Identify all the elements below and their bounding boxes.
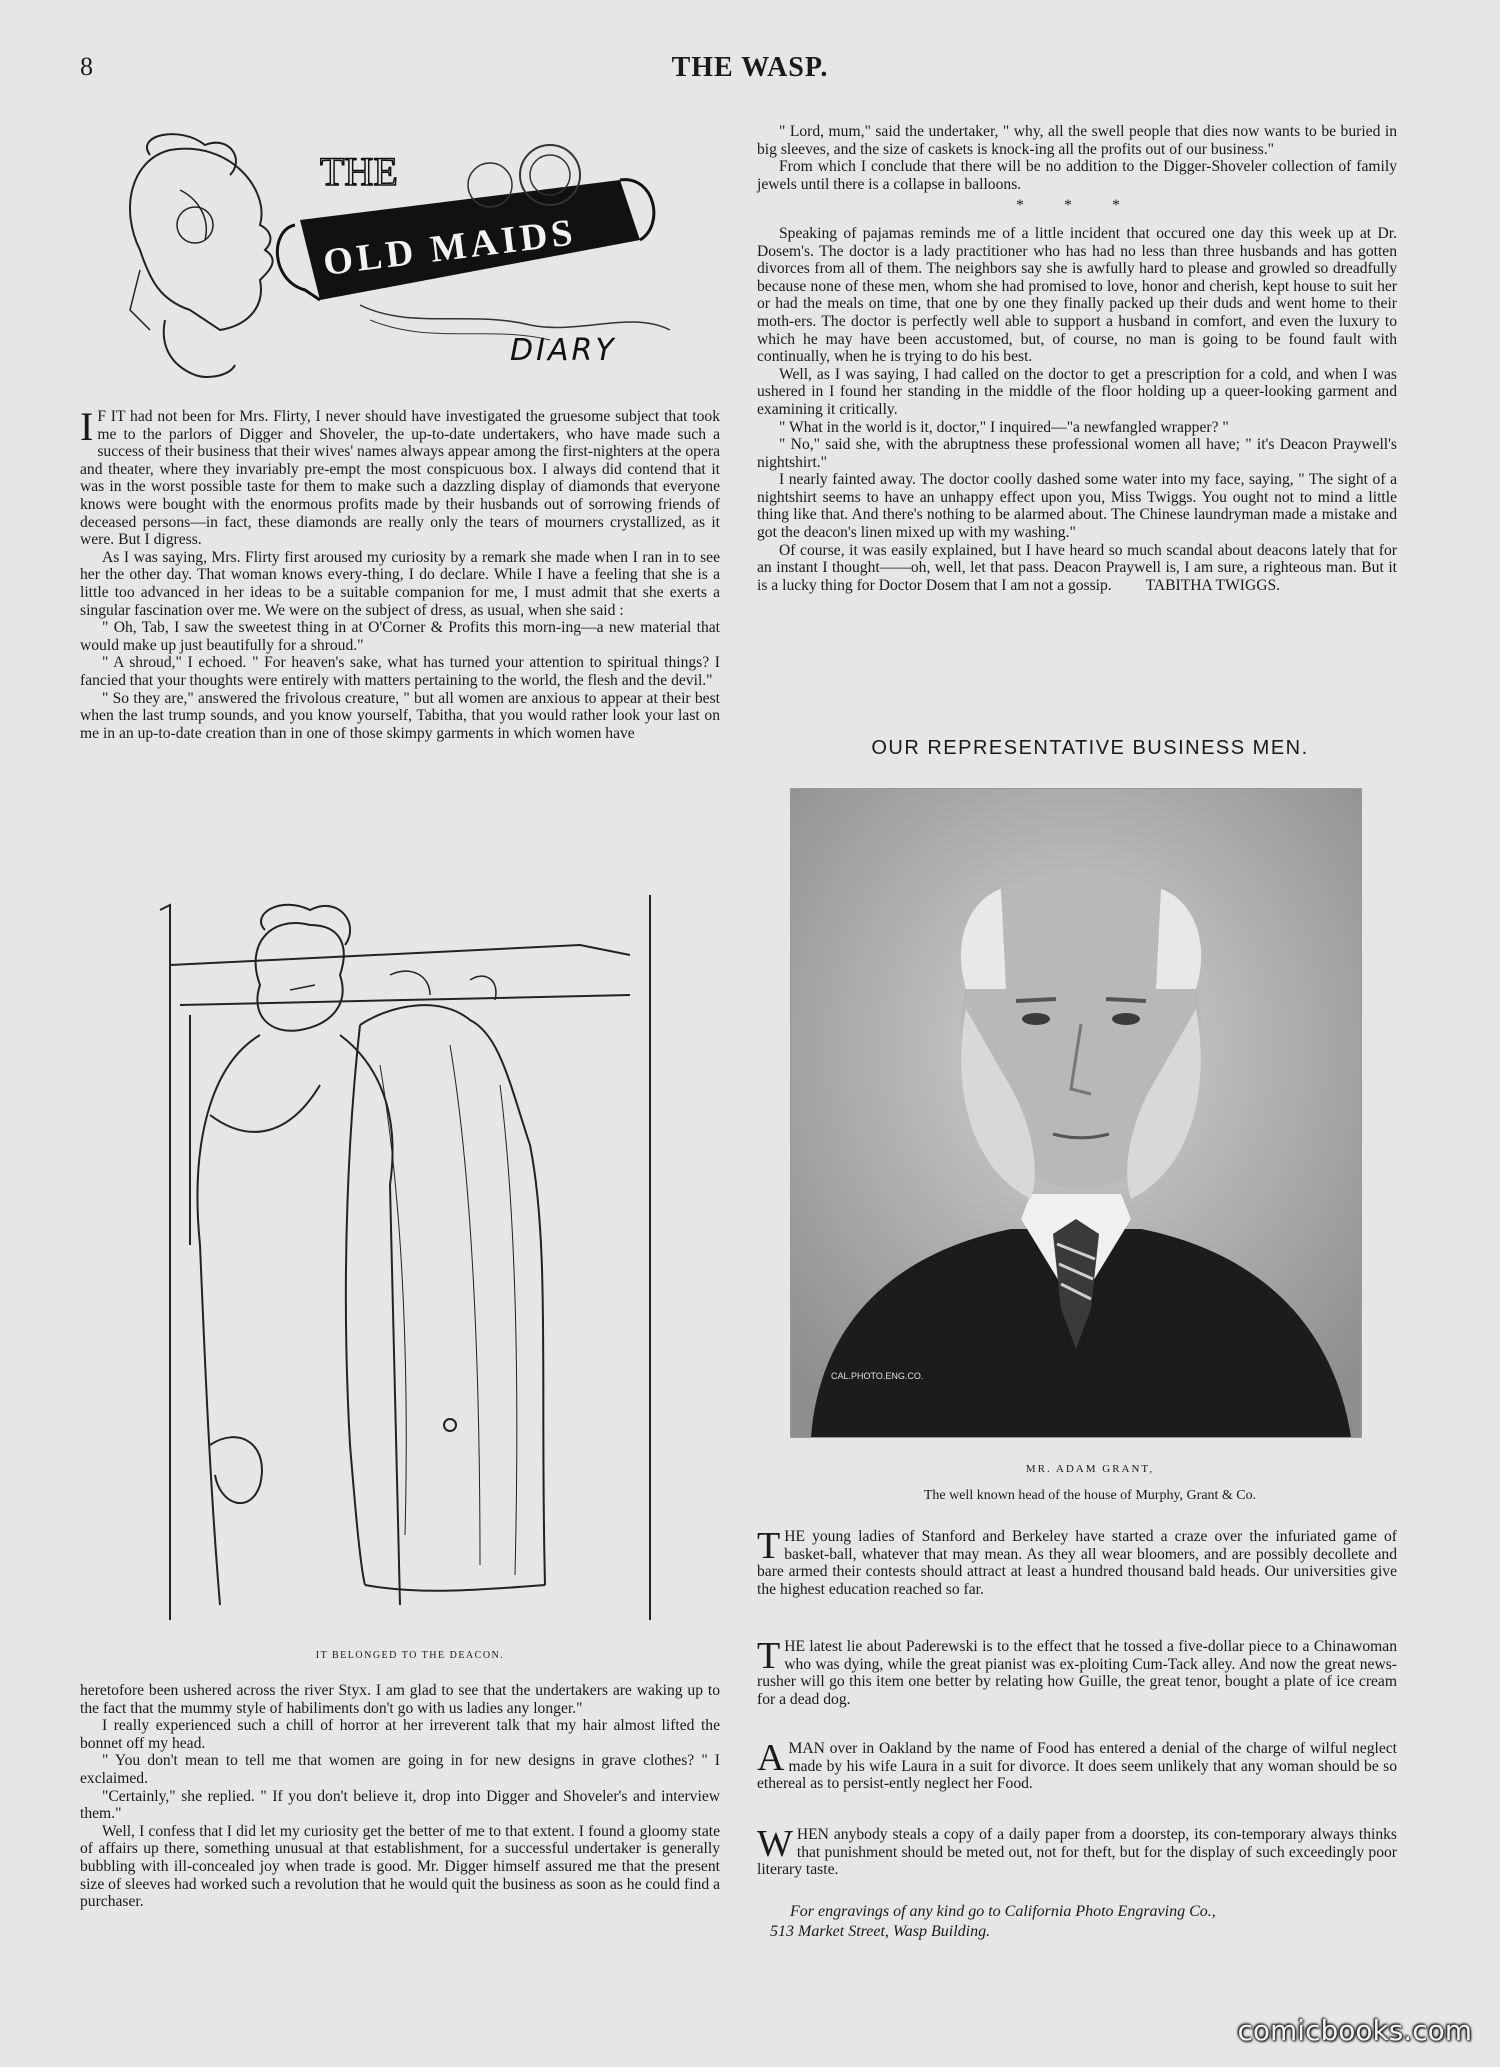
deacon-nightshirt-sketch [150, 885, 670, 1620]
paragraph: I F IT had not been for Mrs. Flirty, I never should have investigated the gruesome subject that took me to the parlors of Digger and Shoveler, the up-to-date undertakers, who have made such a success of their business that their wives' names always appear among the first-nighters at the opera and theater, where they invariably pre-empt the most conspicuous box. I always did contend that it was in the worst possible taste for them to make such a dazzling display of diamonds that everyone knows were bought with the enormous profits made by their husbands out of sorrowing friends of deceased persons—in fact, these diamonds are really only the tears of mourners crystallized, as it were. But I digress. [80, 404, 720, 549]
drop-cap: I [80, 404, 94, 449]
left-column-top [80, 404, 720, 742]
paragraph: Well, I confess that I did let my curiosity get the better of me to that extent. I found a gloomy state of affairs up there, something unusual at that establishment, for a successful undertaker is generally bubbling with ill-concealed joy when trade is good. Mr. Digger himself assured me that the present size of sleeves had worked such a revolution that he would quit the business as soon as he could find a purchaser. [80, 1822, 720, 1911]
ad-line-2: 513 Market Street, Wasp Building. [770, 1923, 991, 1940]
drop-cap: W [757, 1823, 793, 1865]
drop-cap: T [757, 1635, 781, 1677]
section-title: OUR REPRESENTATIVE BUSINESS MEN. [871, 737, 1309, 759]
ad-line-1: For engravings of any kind go to California Photo Engraving Co., [790, 1903, 1216, 1920]
portrait-illustration [791, 789, 1361, 1437]
header-word-diary: DIARY [510, 333, 617, 368]
sketch-caption: IT BELONGED TO THE DEACON. [315, 1650, 505, 1661]
page-number: 8 [80, 52, 93, 81]
portrait-caption-name: MR. ADAM GRANT, [1025, 1463, 1155, 1475]
paragraph: I nearly fainted away. The doctor coolly dashed some water into my face, saying, " The sight of a nightshirt seems to have an unhappy effect upon you, Miss Twiggs. You ought not to mind a little thing like that. And there's nothing to be alarmed about. The Chinese laundryman made a mistake and got the deacon's linen mixed up with my washing." [757, 471, 1397, 542]
left-column-bottom [80, 1682, 720, 1911]
paragraph: " Lord, mum," said the undertaker, " why, all the swell people that dies now wants to be buried in big sleeves, and the size of caskets is knock-ing all the profits out of our business." [757, 123, 1397, 158]
old-maids-diary-header-illustration [110, 130, 690, 395]
paragraph: As I was saying, Mrs. Flirty first aroused my curiosity by a remark she made when I ran in to see her the other day. That woman knows every-thing, I do declare. While I have a feeling that she is a little too advanced in her ideas to be a suitable companion for me, I must admit that she exerts a singular fascination over me. We were on the subject of dress, as usual, when she said : [80, 548, 720, 619]
author-signature: TABITHA TWIGGS. [1145, 576, 1281, 594]
paragraph: Speaking of pajamas reminds me of a little incident that occured one day this week up at Dr. Dosem's. The doctor is a lady practitioner who has had no less than three husbands and has gotten divorces from all of them. The neighbors say she is awfully hard to please and growled so dreadfully because none of these men, whom she had promised to love, honor and cherish, kept house to suit her or had the meals on time, that one by one they finally packed up their duds and went home to their moth-ers. The doctor is perfectly well able to support a husband in comfort, and even the luxury to which he may have been accustomed, but, of course, no man is going to be found fault with continually, when he is trying to do his best. [757, 224, 1397, 366]
news-item: THE young ladies of Stanford and Berkeley have started a craze over the infuriated game of basket-ball, whatever that may mean. As they all wear bloomers, and are possibly decollete and bare armed their contests should attract at least a hundred thousand bald heads. Our universities give the highest education reached so far. [757, 1525, 1397, 1598]
paragraph: Well, as I was saying, I had called on the doctor to get a prescription for a cold, and when I was ushered in I found her standing in the middle of the floor holding up a queer-looking garment and examining it critically. [757, 365, 1397, 418]
paragraph: " No," said she, with the abruptness these professional women all have; " it's Deacon Praywell's nightshirt." [757, 436, 1397, 471]
news-item: THE latest lie about Paderewski is to the effect that he tossed a five-dollar piece to a Chinawoman who was dying, while the great pianist was ex-ploiting Cum-Tack alley. And now the great news-rusher will go this item one better by relating how Guille, the great tenor, bought a plate of ice cream for a dead dog. [757, 1635, 1397, 1708]
site-watermark: comicbooks.com [1237, 2014, 1472, 2047]
portrait-photo [790, 788, 1362, 1438]
news-item: AMAN over in Oakland by the name of Food has entered a denial of the charge of wilful neglect made by his wife Laura in a suit for divorce. It does seem unlikely that any woman should be so ethereal as to persist-ently neglect her Food. [757, 1737, 1397, 1793]
section-break-stars: * * * [1016, 197, 1138, 215]
paragraph: " You don't mean to tell me that women are going in for new designs in grave clothes? " I exclaimed. [80, 1752, 720, 1787]
engraver-mark: CAL.PHOTO.ENG.CO. [831, 1371, 924, 1381]
drop-cap: T [757, 1525, 781, 1567]
drop-cap: A [757, 1737, 785, 1779]
news-item: WHEN anybody steals a copy of a daily paper from a doorstep, its con-temporary always thinks that punishment should be meted out, not for theft, but for the display of such exceedingly poor literary taste. [757, 1823, 1397, 1879]
right-column-top [757, 123, 1397, 594]
paragraph: Of course, it was easily explained, but I have heard so much scandal about deacons lately that for an instant I thought——oh, well, let that pass. Deacon Praywell is, I am sure, a righteous man. But it is a lucky thing for Doctor Dosem that I am not a gossip. TABITHA TWIGGS. [757, 541, 1397, 594]
header-word-old-maids: OLD MAIDS [320, 211, 579, 284]
paragraph: "Certainly," she replied. " If you don't believe it, drop into Digger and Shoveler's and interview them." [80, 1787, 720, 1823]
portrait-caption-description: The well known head of the house of Murphy, Grant & Co. [923, 1488, 1257, 1503]
paragraph: " So they are," answered the frivolous creature, " but all women are anxious to appear at their best when the last trump sounds, and you know yourself, Tabitha, that you would rather look your last on me in an up-to-date creation than in one of those skimpy garments in which women have [80, 689, 720, 742]
header-word-the: THE [320, 149, 398, 194]
paragraph: From which I conclude that there will be no addition to the Digger-Shoveler collection of family jewels until there is a collapse in balloons. [757, 158, 1397, 193]
paragraph: " What in the world is it, doctor," I inquired—"a newfangled wrapper? " [779, 418, 1229, 436]
old-maid-profile-sketch [130, 134, 273, 377]
engraving-advertisement [770, 1902, 1390, 1942]
paragraph: heretofore been ushered across the river Styx. I am glad to see that the undertakers are waking up to the fact that the mummy style of habiliments don't go with us ladies any longer." [80, 1682, 720, 1717]
paragraph: " Oh, Tab, I saw the sweetest thing in at O'Corner & Profits this morn-ing—a new material that would make up just beautifully for a shroud." [80, 619, 720, 654]
paragraph: " A shroud," I echoed. " For heaven's sake, what has turned your attention to spiritual things? I fancied that your thoughts were entirely with matters pertaining to the world, the flesh and the devil." [80, 654, 720, 689]
magazine-title: THE WASP. [671, 52, 829, 83]
paragraph: I really experienced such a chill of horror at her irreverent talk that my hair almost lifted the bonnet off my head. [80, 1717, 720, 1752]
